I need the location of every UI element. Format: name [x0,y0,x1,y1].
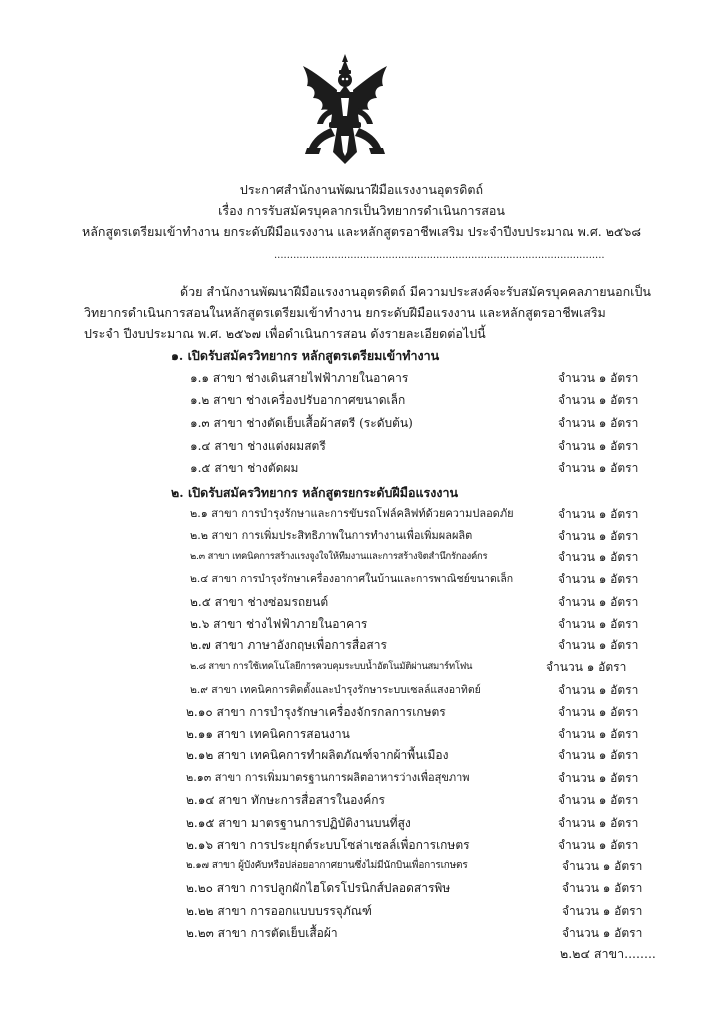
item-quantity: จำนวน ๑ อัตรา [558,838,639,852]
item-quantity: จำนวน ๑ อัตรา [562,859,643,873]
item-quantity: จำนวน ๑ อัตรา [558,638,639,652]
item-label: ๒.๑๑ สาขา เทคนิคการสอนงาน [186,727,350,741]
item-quantity: จำนวน ๑ อัตรา [558,461,639,475]
item-label: ๒.๔ สาขา การบำรุงรักษาเครื่องอากาศในบ้านและการพาณิชย์ขนาดเล็ก [190,573,514,585]
item-quantity: จำนวน ๑ อัตรา [558,550,639,564]
item-label: ๒.๕ สาขา ช่างซ่อมรถยนต์ [190,595,329,609]
item-label: ๒.๑๕ สาขา มาตรฐานการปฏิบัติงานบนที่สูง [186,816,411,830]
item-label: ๒.๙ สาขา เทคนิคการติดตั้งและบำรุงรักษาระบบเซลล์แสงอาทิตย์ [190,684,481,696]
item-label: ๒.๓ สาขา เทคนิคการสร้างแรงจูงใจให้ทีมงานและการสร้างจิตสำนึกรักองค์กร [190,551,488,562]
body-paragraph-line-1: ด้วย สำนักงานพัฒนาฝีมือแรงงานอุตรดิตถ์ มีความประสงค์จะรับสมัครบุคคลภายนอกเป็น [180,284,651,299]
item-label: ๒.๗ สาขา ภาษาอังกฤษเพื่อการสื่อสาร [190,638,387,652]
item-quantity: จำนวน ๑ อัตรา [562,926,643,940]
item-label: ๒.๑ สาขา การบำรุงรักษาและการขับรถโฟล์คลิฟท์ด้วยความปลอดภัย [190,507,514,520]
page-continuation-marker: ๒.๒๔ สาขา........ [560,946,656,961]
item-quantity: จำนวน ๑ อัตรา [558,748,639,762]
item-label: ๒.๒ สาขา การเพิ่มประสิทธิภาพในการทำงานเพื่อเพิ่มผลผลิต [190,529,473,542]
item-label: ๒.๑๐ สาขา การบำรุงรักษาเครื่องจักรกลการเกษตร [186,705,446,719]
item-label: ๒.๑๒ สาขา เทคนิคการทำผลิตภัณฑ์จากผ้าพื้นเมือง [186,748,449,762]
item-quantity: จำนวน ๑ อัตรา [558,371,639,385]
item-label: ๒.๑๔ สาขา ทักษะการสื่อสารในองค์กร [186,793,385,807]
item-label: ๒.๑๓ สาขา การเพิ่มมาตรฐานการผลิตอาหารว่างเพื่อสุขภาพ [186,771,470,784]
item-label: ๒.๘ สาขา การใช้เทคโนโลยีการควบคุมระบบน้ำอัตโนมัติผ่านสมาร์ทโฟน [190,661,473,672]
item-quantity: จำนวน ๑ อัตรา [562,904,643,918]
item-quantity: จำนวน ๑ อัตรา [558,393,639,407]
item-quantity: จำนวน ๑ อัตรา [558,617,639,631]
garuda-emblem-icon [299,52,391,168]
item-quantity: จำนวน ๑ อัตรา [546,660,627,674]
title-separator: ........................................................................................................ [274,250,605,261]
item-quantity: จำนวน ๑ อัตรา [558,529,639,543]
item-quantity: จำนวน ๑ อัตรา [558,705,639,719]
item-label: ๒.๖ สาขา ช่างไฟฟ้าภายในอาคาร [190,617,368,631]
item-label: ๒.๒๓ สาขา การตัดเย็บเสื้อผ้า [186,926,338,940]
item-quantity: จำนวน ๑ อัตรา [558,416,639,430]
item-quantity: จำนวน ๑ อัตรา [558,572,639,586]
item-quantity: จำนวน ๑ อัตรา [558,727,639,741]
item-label: ๑.๑ สาขา ช่างเดินสายไฟฟ้าภายในอาคาร [190,371,409,385]
item-label: ๒.๒๒ สาขา การออกแบบบรรจุภัณฑ์ [186,904,372,918]
announcement-subtitle: หลักสูตรเตรียมเข้าทำงาน ยกระดับฝีมือแรงงาน และหลักสูตรอาชีพเสริม ประจำปีงบประมาณ พ.ศ. ๒๕๖๘ [82,224,641,239]
section-heading: ๒. เปิดรับสมัครวิทยากร หลักสูตรยกระดับฝีมือแรงงาน [171,485,459,500]
item-label: ๑.๕ สาขา ช่างตัดผม [190,461,299,475]
item-label: ๑.๔ สาขา ช่างแต่งผมสตรี [190,439,326,453]
item-label: ๑.๓ สาขา ช่างตัดเย็บเสื้อผ้าสตรี (ระดับต้น) [190,416,413,430]
item-quantity: จำนวน ๑ อัตรา [558,683,639,697]
item-quantity: จำนวน ๑ อัตรา [558,439,639,453]
body-paragraph-line-2: วิทยากรดำเนินการสอนในหลักสูตรเตรียมเข้าทำงาน ยกระดับฝีมือแรงงาน และหลักสูตรอาชีพเสริม [84,305,606,320]
body-paragraph-line-3: ประจำ ปีงบประมาณ พ.ศ. ๒๕๖๗ เพื่อดำเนินการสอน ดังรายละเอียดต่อไปนี้ [84,326,486,341]
item-quantity: จำนวน ๑ อัตรา [562,881,643,895]
item-quantity: จำนวน ๑ อัตรา [558,595,639,609]
announcement-subject: เรื่อง การรับสมัครบุคลากรเป็นวิทยากรดำเนินการสอน [218,203,505,218]
item-label: ๒.๒๐ สาขา การปลูกผักไฮโดรโปรนิกส์ปลอดสารพิษ [186,881,451,895]
item-label: ๑.๒ สาขา ช่างเครื่องปรับอากาศขนาดเล็ก [190,393,406,407]
announcement-title: ประกาศสำนักงานพัฒนาฝีมือแรงงานอุตรดิตถ์ [239,182,484,197]
item-quantity: จำนวน ๑ อัตรา [558,507,639,521]
item-quantity: จำนวน ๑ อัตรา [558,771,639,785]
item-quantity: จำนวน ๑ อัตรา [558,816,639,830]
section-heading: ๑. เปิดรับสมัครวิทยากร หลักสูตรเตรียมเข้าทำงาน [171,348,440,363]
item-label: ๒.๑๗ สาขา ผู้บังคับหรือปล่อยอากาศยานซึ่งไม่มีนักบินเพื่อการเกษตร [186,860,468,871]
item-label: ๒.๑๖ สาขา การประยุกต์ระบบโซล่าเซลล์เพื่อการเกษตร [186,838,470,852]
item-quantity: จำนวน ๑ อัตรา [558,793,639,807]
